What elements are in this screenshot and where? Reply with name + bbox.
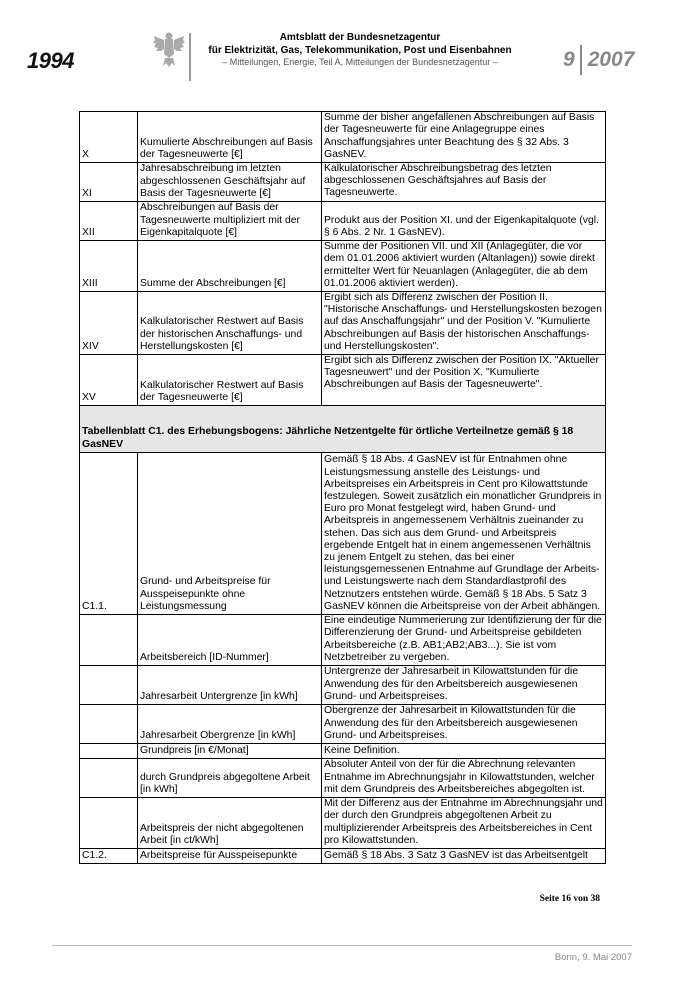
position-cell: C1.2. bbox=[80, 849, 138, 864]
field-name-cell: Kalkulatorischer Restwert auf Basis der historischen Anschaffungs- und Herstellungskosten [€] bbox=[138, 292, 322, 355]
description-cell: Eine eindeutige Nummerierung zur Identifizierung der für die Differenzierung der Grund- und Arbeitspreise gebildeten Arbeitsbereiche (z.B. AB1;AB2;AB3...). Sie ist vom Netzbetreiber zu vergeben. bbox=[322, 615, 606, 666]
table-row bbox=[80, 202, 606, 241]
position-cell: XIV bbox=[80, 292, 138, 355]
position-cell bbox=[80, 666, 138, 705]
position-cell bbox=[80, 744, 138, 759]
position-cell: XV bbox=[80, 355, 138, 406]
description-cell: Mit der Differenz aus der Entnahme im Abrechnungsjahr und der durch den Grundpreis abgegoltenen Arbeit zu multiplizierender Arbeitspreis des Arbeitsbereiches in Cent pro Kilowattstunden. bbox=[322, 798, 606, 849]
field-name-cell: Abschreibungen auf Basis der Tagesneuwerte multipliziert mit der Eigenkapitalquote [€] bbox=[138, 202, 322, 241]
definitions-table bbox=[79, 111, 606, 864]
description-cell: Untergrenze der Jahresarbeit in Kilowattstunden für die Anwendung des für den Arbeitsbereich ausgewiesenen Grund- und Arbeitspreises. bbox=[322, 666, 606, 705]
page-number: Seite 16 von 38 bbox=[539, 894, 600, 904]
description-cell: Summe der bisher angefallenen Abschreibungen auf Basis der Tagesneuwerte für eine Anlagegruppe eines Anschaffungsjahres unter Beachtung des § 32 Abs. 3 GasNEV. bbox=[322, 112, 606, 163]
field-name-cell: Arbeitspreise für Ausspeisepunkte bbox=[138, 849, 322, 864]
position-cell bbox=[80, 798, 138, 849]
description-cell: Kalkulatorischer Abschreibungsbetrag des letzten abgeschlossenen Geschäftsjahres auf Basis der Tagesneuwerte. bbox=[322, 163, 606, 202]
description-cell: Ergibt sich als Differenz zwischen der Position IX. "Aktueller Tagesneuwert" und der Position X. "Kumulierte Abschreibungen auf Basis der Tagesneuwerte". bbox=[322, 355, 606, 406]
issue-number: 9 bbox=[563, 48, 575, 71]
field-name-cell: Kumulierte Abschreibungen auf Basis der Tagesneuwerte [€] bbox=[138, 112, 322, 163]
field-name-cell: Grund- und Arbeitspreise für Ausspeisepunkte ohne Leistungsmessung bbox=[138, 453, 322, 615]
gazette-title-line2: für Elektrizität, Gas, Telekommunikation, Post und Eisenbahnen bbox=[208, 45, 512, 56]
section-heading: Tabellenblatt C1. des Erhebungsbogens: Jährliche Netzentgelte für örtliche Verteilnetze gemäß § 18 GasNEV bbox=[80, 406, 606, 453]
field-name-cell: Kalkulatorischer Restwert auf Basis der Tagesneuwerte [€] bbox=[138, 355, 322, 406]
issue-divider bbox=[580, 45, 582, 75]
gazette-subtitle: – Mitteilungen, Energie, Teil A, Mitteilungen der Bundesnetzagentur – bbox=[222, 57, 498, 67]
description-cell: Ergibt sich als Differenz zwischen der Position II. "Historische Anschaffungs- und Herstellungskosten bezogen auf das Anschaffungsjahr" und der Position V. "Kumulierte Abschreibungen auf Basis der historischen Anschaffungs- und Herstellungskosten". bbox=[322, 292, 606, 355]
table-row bbox=[80, 355, 606, 406]
table-row bbox=[80, 292, 606, 355]
field-name-cell: durch Grundpreis abgegoltene Arbeit [in kWh] bbox=[138, 759, 322, 798]
position-cell: XIII bbox=[80, 241, 138, 292]
year-label: 1994 bbox=[27, 48, 74, 73]
section-heading-row bbox=[80, 406, 606, 453]
field-name-cell: Arbeitspreis der nicht abgegoltenen Arbeit [in ct/kWh] bbox=[138, 798, 322, 849]
position-cell: C1.1. bbox=[80, 453, 138, 615]
footer-date: Bonn, 9. Mai 2007 bbox=[554, 952, 632, 963]
table-row bbox=[80, 163, 606, 202]
federal-eagle-icon bbox=[152, 30, 186, 68]
description-cell: Gemäß § 18 Abs. 4 GasNEV ist für Entnahmen ohne Leistungsmessung anstelle des Leistungs- und Arbeitspreises ein Arbeitspreis in Cent pro Kilowattstunde festzulegen. Soweit zusätzlich ein monatlicher Grundpreis in Euro pro Monat festgelegt wird, haben Grund- und Arbeitspreis in angemessenem Verhältnis zueinander zu stehen. Das sich aus dem Grund- und Arbeitspreis ergebende Entgelt hat in einem angemessenen Verhältnis zu jenem Entgelt zu stehen, das bei einer leistungsgemessenen Entnahme auf Grundlage der Arbeits- und Leistungswerte nach dem Standardlastprofil des Netznutzers entstehen würde. Gemäß § 18 Abs. 5 Satz 3 GasNEV können die Arbeitspreise von der Arbeit abhängen. bbox=[322, 453, 606, 615]
table-row bbox=[80, 453, 606, 615]
table-row bbox=[80, 759, 606, 798]
field-name-cell: Jahresarbeit Untergrenze [in kWh] bbox=[138, 666, 322, 705]
description-cell: Absoluter Anteil von der für die Abrechnung relevanten Entnahme im Abrechnungsjahr in Kilowattstunden, welcher mit dem Grundpreis des Arbeitsbereiches abgegolten ist. bbox=[322, 759, 606, 798]
table-row bbox=[80, 666, 606, 705]
gazette-title bbox=[195, 31, 525, 57]
field-name-cell: Summe der Abschreibungen [€] bbox=[138, 241, 322, 292]
table-row bbox=[80, 615, 606, 666]
position-cell: XI bbox=[80, 163, 138, 202]
description-cell: Gemäß § 18 Abs. 3 Satz 3 GasNEV ist das Arbeitsentgelt bbox=[322, 849, 606, 864]
field-name-cell: Jahresabschreibung im letzten abgeschlossenen Geschäftsjahr auf Basis der Tagesneuwerte [€] bbox=[138, 163, 322, 202]
description-cell: Keine Definition. bbox=[322, 744, 606, 759]
table-row bbox=[80, 849, 606, 864]
position-cell bbox=[80, 759, 138, 798]
field-name-cell: Jahresarbeit Obergrenze [in kWh] bbox=[138, 705, 322, 744]
issue-label bbox=[563, 45, 634, 75]
table-row bbox=[80, 744, 606, 759]
position-cell: XII bbox=[80, 202, 138, 241]
field-name-cell: Arbeitsbereich [ID-Nummer] bbox=[138, 615, 322, 666]
table-row bbox=[80, 798, 606, 849]
header-divider bbox=[189, 33, 191, 81]
field-name-cell: Grundpreis [in €/Monat] bbox=[138, 744, 322, 759]
table-row bbox=[80, 705, 606, 744]
issue-year: 2007 bbox=[587, 48, 635, 71]
description-cell: Produkt aus der Position XI. und der Eigenkapitalquote (vgl. § 6 Abs. 2 Nr. 1 GasNEV). bbox=[322, 202, 606, 241]
position-cell: X bbox=[80, 112, 138, 163]
description-cell: Summe der Positionen VII. und XII (Anlagegüter, die vor dem 01.01.2006 aktiviert wurden (Altanlagen)) sowie direkt ermittelter Wert für Neuanlagen (Anlagegüter, die ab dem 01.01.2006 aktiviert werden). bbox=[322, 241, 606, 292]
footer-divider bbox=[52, 945, 632, 946]
position-cell bbox=[80, 615, 138, 666]
position-cell bbox=[80, 705, 138, 744]
table-row bbox=[80, 241, 606, 292]
gazette-title-line1: Amtsblatt der Bundesnetzagentur bbox=[279, 32, 441, 43]
description-cell: Obergrenze der Jahresarbeit in Kilowattstunden für die Anwendung des für den Arbeitsbereich ausgewiesenen Grund- und Arbeitspreises. bbox=[322, 705, 606, 744]
table-row bbox=[80, 112, 606, 163]
